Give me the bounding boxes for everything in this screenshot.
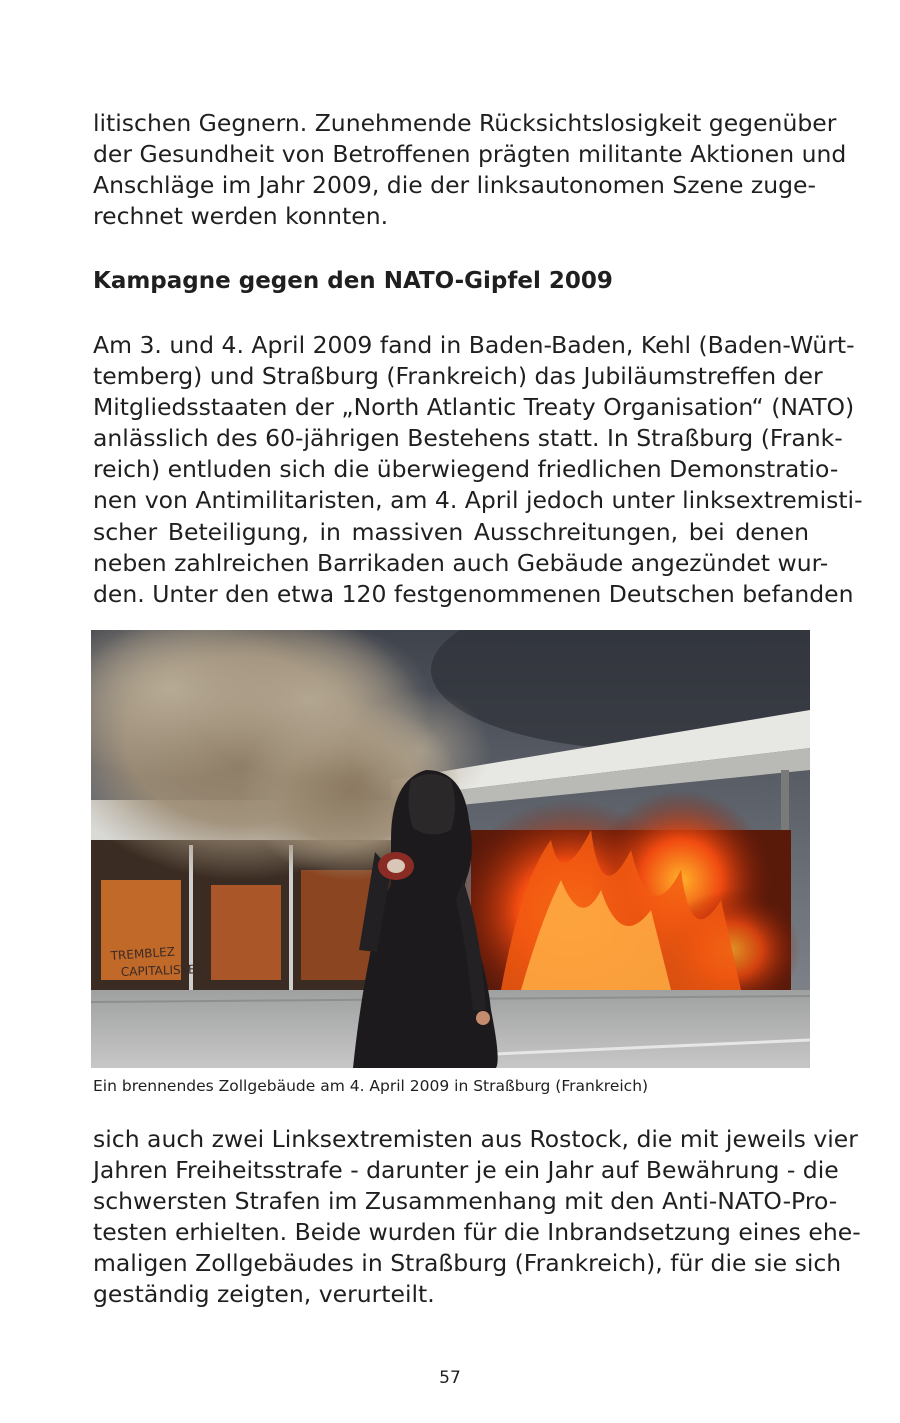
text-line: scher Beteiligung, in massiven Ausschreitungen, bei denen — [93, 517, 809, 546]
text-line: geständig zeigten, verurteilt. — [93, 1280, 435, 1309]
paragraph-main — [93, 330, 863, 610]
text-line: Anschläge im Jahr 2009, die der linksautonomen Szene zuge- — [93, 171, 816, 200]
text-line: schwersten Strafen im Zusammenhang mit den Anti-NATO-Pro- — [93, 1187, 838, 1216]
text-line: der Gesundheit von Betroffenen prägten militante Aktionen und — [93, 140, 847, 169]
text-line: reich) entluden sich die überwiegend friedlichen Demonstratio- — [93, 455, 839, 484]
page-number: 57 — [439, 1368, 461, 1388]
paragraph-after — [93, 1124, 861, 1311]
text-line: rechnet werden konnten. — [93, 202, 389, 231]
graffiti-text: CAPITALISTES — [120, 962, 204, 979]
burning-building-photo — [91, 630, 810, 1068]
text-line: maligen Zollgebäudes in Straßburg (Frankreich), für die sie sich — [93, 1249, 842, 1278]
graffiti-text: TREMBLEZ — [110, 944, 176, 963]
text-line: den. Unter den etwa 120 festgenommenen Deutschen befanden — [93, 579, 854, 608]
paragraph-intro — [93, 108, 847, 232]
text-line: Am 3. und 4. April 2009 fand in Baden-Baden, Kehl (Baden-Würt- — [93, 331, 855, 359]
text-line: neben zahlreichen Barrikaden auch Gebäude angezündet wur- — [93, 548, 829, 577]
section-heading: Kampagne gegen den NATO-Gipfel 2009 — [93, 268, 613, 294]
text-line: Mitgliedsstaaten der „North Atlantic Treaty Organisation“ (NATO) — [93, 393, 855, 422]
text-line: testen erhielten. Beide wurden für die Inbrandsetzung eines ehe- — [93, 1218, 861, 1247]
text-line: Jahren Freiheitsstrafe - darunter je ein Jahr auf Bewährung - die — [93, 1156, 839, 1185]
text-line: temberg) und Straßburg (Frankreich) das Jubiläumstreffen der — [93, 362, 823, 391]
text-line: litischen Gegnern. Zunehmende Rücksichtslosigkeit gegenüber — [93, 109, 837, 137]
text-line: nen von Antimilitaristen, am 4. April jedoch unter linksextremisti- — [93, 486, 863, 515]
photo-caption: Ein brennendes Zollgebäude am 4. April 2009 in Straßburg (Frankreich) — [93, 1077, 649, 1095]
text-line: anlässlich des 60-jährigen Bestehens statt. In Straßburg (Frank- — [93, 424, 843, 453]
text-line: sich auch zwei Linksextremisten aus Rostock, die mit jeweils vier — [93, 1125, 858, 1153]
